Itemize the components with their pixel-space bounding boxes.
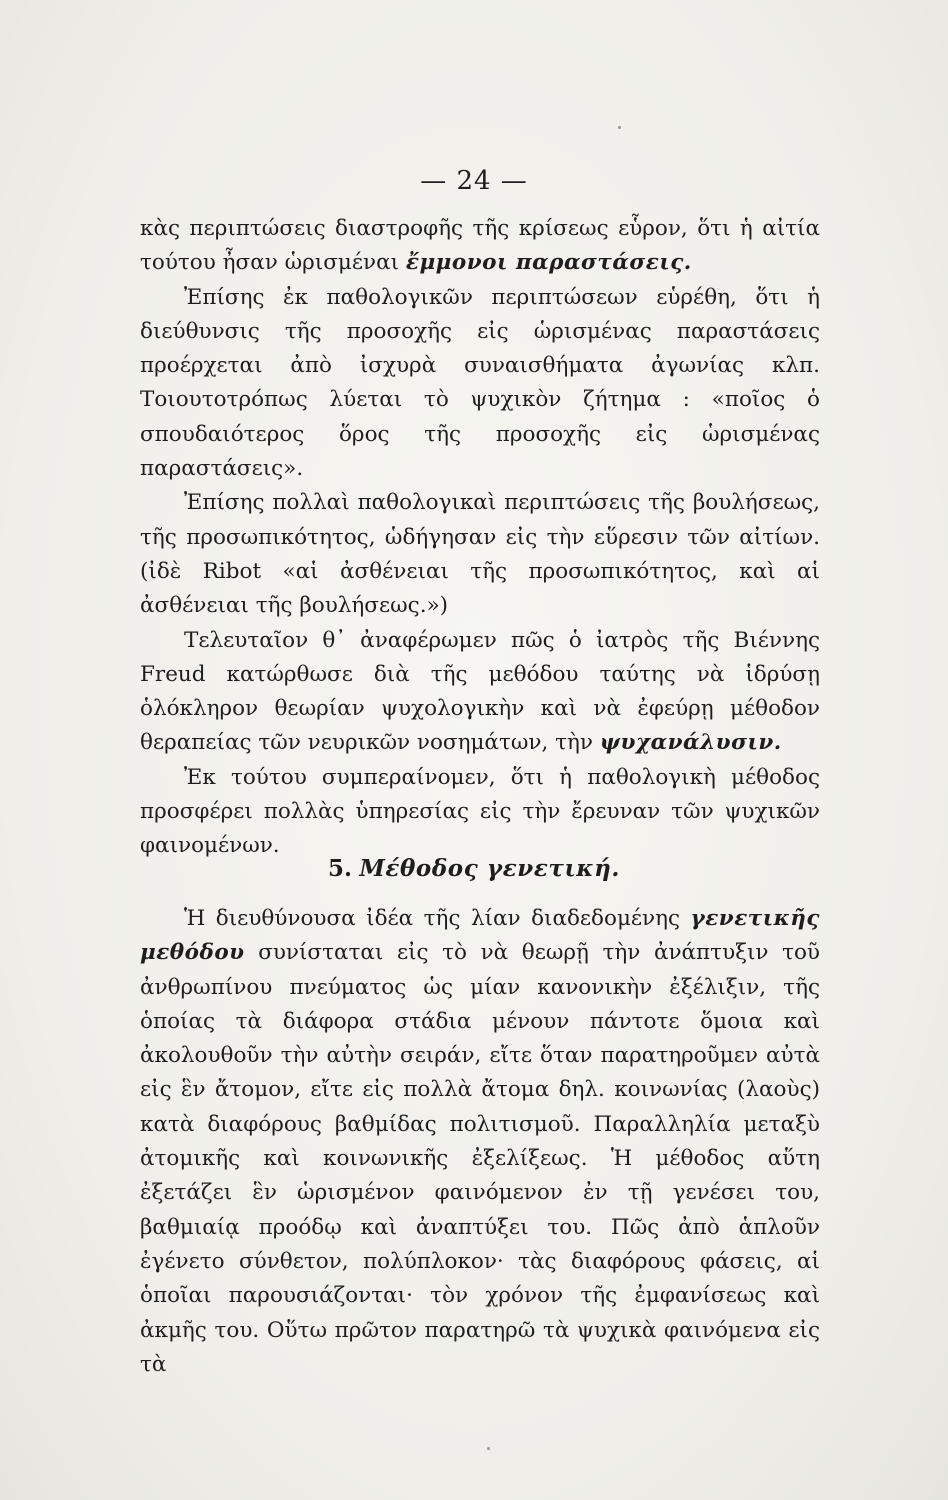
emphasized-term: ψυχανάλυσιν. [599, 730, 782, 756]
section-text-block [140, 902, 820, 1382]
emphasized-term: ἔμμονοι παραστάσεις. [405, 250, 692, 276]
emphasized-term: γενετικῆς μεθόδου [140, 906, 820, 966]
paragraph-text: Ἐκ τούτου συμπεραίνομεν, ὅτι ἡ παθολογικὴ μέθοδος προσφέρει πολλὰς ὑπηρεσίας εἰς τὴν ἔρευναν τῶν ψυχικῶν φαινομένων. [140, 764, 820, 859]
paragraph [140, 486, 820, 623]
paragraph [140, 624, 820, 761]
paragraph-text: Τελευταῖον θ᾽ ἀναφέρωμεν πῶς ὁ ἰατρὸς τῆς Βιέννης Freud κατώρθωσε διὰ τῆς μεθόδου ταύτης νὰ ἱδρύσῃ ὁλόκληρον θεωρίαν ψυχολογικὴν καὶ νὰ ἐφεύρῃ μέθοδον θεραπείας τῶν νευρικῶν νοσημάτων, τὴν [140, 627, 820, 756]
paragraph-text: συνίσταται εἰς τὸ νὰ θεωρῇ τὴν ἀνάπτυξιν τοῦ ἀνθρωπίνου πνεύματος ὡς μίαν κανονικὴν ἐξέλιξιν, τῆς ὁποίας τὰ διάφορα στάδια μένουν πάντοτε ὅμοια καὶ ἀκολουθοῦν τὴν αὐτὴν σειράν, εἴτε ὅταν παρατηροῦμεν αὐτὰ εἰς ἓν ἄτομον, εἴτε εἰς πολλὰ ἄτομα δηλ. κοινωνίας (λαοὺς) κατὰ διαφόρους βαθμίδας πολιτισμοῦ. Παραλληλία μεταξὺ ἀτομικῆς καὶ κοινωνικῆς ἐξελίξεως. Ἡ μέθοδος αὕτη ἐξετάζει ἓν ὡρισμένον φαινόμενον ἐν τῇ γενέσει του, βαθμιαίᾳ προόδῳ καὶ ἀναπτύξει του. Πῶς ἀπὸ ἁπλοῦν ἐγένετο σύνθετον, πολύπλοκον· τὰς διαφόρους φάσεις, αἱ ὁποῖαι παρουσιάζονται· τὸν χρόνον τῆς ἐμφανίσεως καὶ ἀκμῆς του. Οὕτω πρῶτον παρατηρῶ τὰ ψυχικὰ φαινόμενα εἰς τὰ [140, 940, 820, 1377]
paragraph-text: Ἡ διευθύνουσα ἰδέα τῆς λίαν διαδεδομένης [184, 906, 691, 931]
paragraph [140, 281, 820, 487]
paper-speck [487, 1447, 490, 1450]
paragraph [140, 902, 820, 1382]
paper-speck [618, 126, 621, 129]
paragraph-text: Ἐπίσης ἐκ παθολογικῶν περιπτώσεων εὑρέθη, ὅτι ἡ διεύθυνσις τῆς προσοχῆς εἰς ὡρισμένας παραστάσεις προέρχεται ἀπὸ ἰσχυρὰ συναισθήματα ἀγωνίας κλπ. Τοιουτοτρόπως λύεται τὸ ψυχικὸν ζήτημα : «ποῖος ὁ σπουδαιότερος ὅρος τῆς προσοχῆς εἰς ὡρισμένας παραστάσεις». [140, 284, 820, 482]
section-number: 5. [327, 855, 352, 882]
page-number: — 24 — [420, 166, 528, 196]
section-title: Μέθοδος γενετική. [359, 855, 621, 882]
paragraph-text: κὰς περιπτώσεις διαστροφῆς τῆς κρίσεως εὗρον, ὅτι ἡ αἰτία τούτου ἦσαν ὡρισμέναι [140, 216, 820, 276]
paragraph-continuation [140, 212, 820, 281]
paragraph [140, 761, 820, 864]
section-heading [0, 855, 948, 882]
paragraph-text: Ἐπίσης πολλαὶ παθολογικαὶ περιπτώσεις τῆς βουλήσεως, τῆς προσωπικότητος, ὡδήγησαν εἰς τὴν εὕρεσιν τῶν αἰτίων. (ἰδὲ Ribot «αἱ ἀσθένειαι τῆς προσωπικότητος, καὶ αἱ ἀσθένειαι τῆς βουλήσεως.») [140, 490, 820, 619]
top-text-block [140, 212, 820, 864]
